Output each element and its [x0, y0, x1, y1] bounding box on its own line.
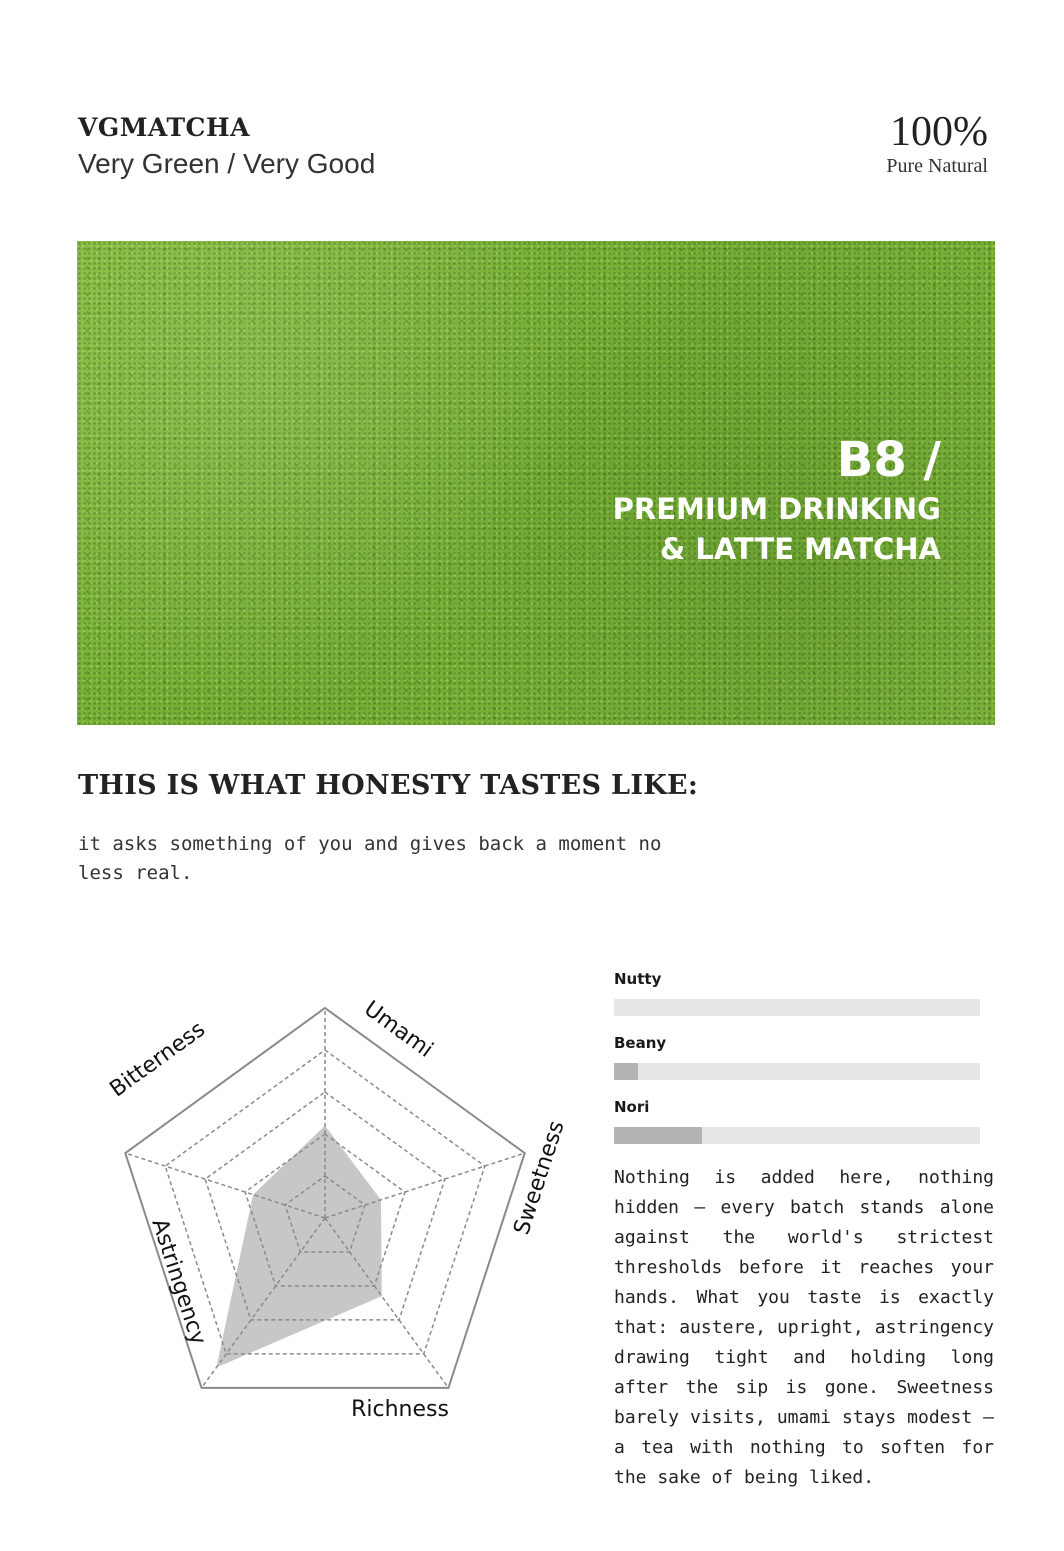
flavor-bar-label: Nutty: [614, 970, 662, 988]
radar-axis-label: Umami: [359, 996, 438, 1063]
section-subline: it asks something of you and gives back a moment no less real.: [78, 833, 662, 884]
brand-name: VGMATCHA: [78, 113, 250, 142]
purity-label: Pure Natural: [886, 155, 988, 177]
product-title-line-2: & LATTE MATCHA: [659, 532, 941, 566]
flavor-bar-label: Nori: [614, 1098, 650, 1116]
product-description: Nothing is added here, nothing hidden — every batch stands alone against the world's strictest thresholds before it reaches your hands. What you taste is exactly that: austere, upright, astringency drawing tight and holding long after the sip is gone. Sweetness barely visits, umami stays modest — a tea with nothing to soften for the sake of being liked.: [614, 1167, 994, 1488]
purity-value: 100%: [890, 109, 988, 155]
brand-tagline: Very Green / Very Good: [78, 148, 376, 179]
flavor-bar-fill: [614, 1127, 702, 1144]
radar-axis-label: Richness: [351, 1397, 449, 1422]
flavor-bar-track: [614, 1127, 980, 1144]
flavor-bar-nori: [614, 1096, 980, 1160]
product-code: B8 /: [836, 432, 941, 488]
flavor-bar-label: Beany: [614, 1034, 667, 1052]
radar-data-area: [216, 1126, 381, 1368]
flavor-bar-fill: [614, 1063, 638, 1080]
flavor-bar-track: [614, 999, 980, 1016]
hero-matcha-image: [77, 241, 995, 725]
flavor-radar-chart: [60, 960, 580, 1440]
flavor-bar-track: [614, 1063, 980, 1080]
product-title-line-1: PREMIUM DRINKING: [612, 492, 941, 526]
flavor-bar-beany: [614, 1032, 980, 1096]
section-headline: THIS IS WHAT HONESTY TASTES LIKE:: [78, 770, 699, 801]
radar-axis-label: Astringency: [146, 1215, 211, 1348]
flavor-bars: [614, 968, 980, 1160]
radar-axis-label: Sweetness: [509, 1117, 570, 1238]
flavor-bar-nutty: [614, 968, 980, 1032]
radar-axis-label: Bitterness: [105, 1016, 210, 1103]
